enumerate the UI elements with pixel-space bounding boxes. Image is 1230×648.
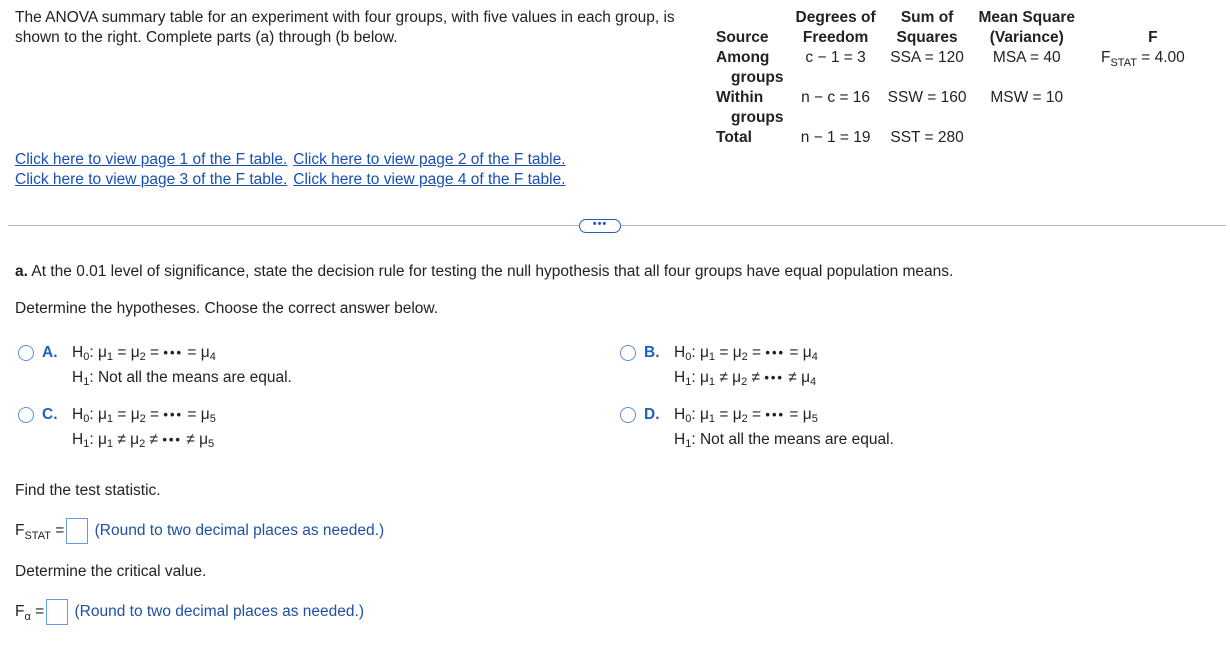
row-df-total: n − 1 = 19: [800, 129, 871, 146]
option-c-letter: C.: [42, 406, 58, 423]
option-a-h0: $H_0$: $\mu_1 = \mu_2$ = ••• = $\mu_4$: [72, 344, 216, 363]
option-d-radio[interactable]: [620, 407, 636, 423]
option-a-h1: $H_1$: Not all the means are equal.: [72, 369, 292, 388]
f-table-page-3-link[interactable]: Click here to view page 3 of the F table.: [15, 171, 288, 188]
f-table-links: [15, 150, 572, 190]
option-a-radio[interactable]: [18, 345, 34, 361]
option-c[interactable]: [18, 402, 578, 454]
f-table-page-1-link[interactable]: Click here to view page 1 of the F table.: [15, 151, 288, 168]
option-a[interactable]: [18, 340, 578, 392]
row-ms-among: MSA = 40: [992, 49, 1061, 66]
header-source: Source: [716, 29, 769, 46]
option-c-h0: $H_0$: $\mu_1 = \mu_2$ = ••• = $\mu_5$: [72, 406, 216, 425]
option-b-content: [674, 340, 818, 390]
option-b-radio[interactable]: [620, 345, 636, 361]
option-b[interactable]: [620, 340, 1180, 392]
option-d-content: [674, 402, 894, 452]
header-degrees-of-freedom: Degrees of Freedom: [795, 9, 876, 46]
table-row: [710, 88, 1191, 128]
row-ms-within: MSW = 10: [990, 89, 1064, 106]
row-source-within: Within groups: [716, 89, 784, 126]
row-df-among: c − 1 = 3: [805, 49, 866, 66]
header-mean-square: Mean Square (Variance): [978, 9, 1075, 46]
table-header-row: [710, 8, 1191, 48]
row-source-total: Total: [716, 129, 752, 146]
row-ss-among: SSA = 120: [890, 49, 964, 66]
option-c-content: [72, 402, 216, 452]
falpha-input[interactable]: [46, 599, 68, 625]
problem-intro: The ANOVA summary table for an experiment with four groups, with five values in each group, is shown to the right. Complete parts (a) through (b below.: [15, 9, 675, 46]
fstat-answer-row: [15, 518, 384, 544]
critical-value-prompt: Determine the critical value.: [15, 563, 207, 580]
header-f: F: [1148, 29, 1158, 46]
option-c-h1: $H_1$: $\mu_1 \ne \mu_2$ ≠ ••• ≠ $\mu_5$: [72, 431, 215, 450]
header-sum-of-squares: Sum of Squares: [896, 9, 958, 46]
row-fstat: $F_{STAT} = 4.00$: [1100, 49, 1185, 69]
fstat-rounding-hint: (Round to two decimal places as needed.): [94, 522, 385, 540]
f-table-page-4-link[interactable]: Click here to view page 4 of the F table.: [293, 171, 566, 188]
option-c-radio[interactable]: [18, 407, 34, 423]
row-ss-total: SST = 280: [890, 129, 964, 146]
table-row: [710, 48, 1191, 88]
falpha-label: $F_\alpha$ =: [15, 603, 45, 624]
option-b-h1: $H_1$: $\mu_1 \ne \mu_2$ ≠ ••• ≠ $\mu_4$: [674, 369, 817, 388]
expand-more-button[interactable]: •••: [579, 219, 621, 233]
fstat-input[interactable]: [66, 518, 88, 544]
option-d-letter: D.: [644, 406, 660, 423]
option-d-h0: $H_0$: $\mu_1 = \mu_2$ = ••• = $\mu_5$: [674, 406, 818, 425]
part-a-text: At the 0.01 level of significance, state the decision rule for testing the null hypothesis that all four groups have equal population means.: [31, 263, 954, 280]
option-d-h1: $H_1$: Not all the means are equal.: [674, 431, 894, 450]
test-statistic-prompt: Find the test statistic.: [15, 482, 161, 499]
falpha-rounding-hint: (Round to two decimal places as needed.): [74, 603, 364, 621]
row-ss-within: SSW = 160: [887, 89, 967, 106]
row-source-among: Among groups: [716, 49, 784, 86]
f-table-page-2-link[interactable]: Click here to view page 2 of the F table.: [293, 151, 566, 168]
option-b-h0: $H_0$: $\mu_1 = \mu_2$ = ••• = $\mu_4$: [674, 344, 818, 363]
row-df-within: n − c = 16: [801, 89, 871, 106]
falpha-answer-row: [15, 599, 364, 625]
anova-summary-table: [710, 8, 1191, 148]
option-d[interactable]: [620, 402, 1180, 454]
option-b-letter: B.: [644, 344, 660, 361]
option-a-letter: A.: [42, 344, 58, 361]
hypotheses-prompt: Determine the hypotheses. Choose the correct answer below.: [15, 300, 439, 317]
table-row: [710, 128, 1191, 148]
part-a-question: [15, 262, 953, 282]
fstat-label: $F_{STAT}$ =: [15, 522, 65, 543]
part-a-label: a.: [15, 263, 28, 280]
option-a-content: [72, 340, 292, 390]
